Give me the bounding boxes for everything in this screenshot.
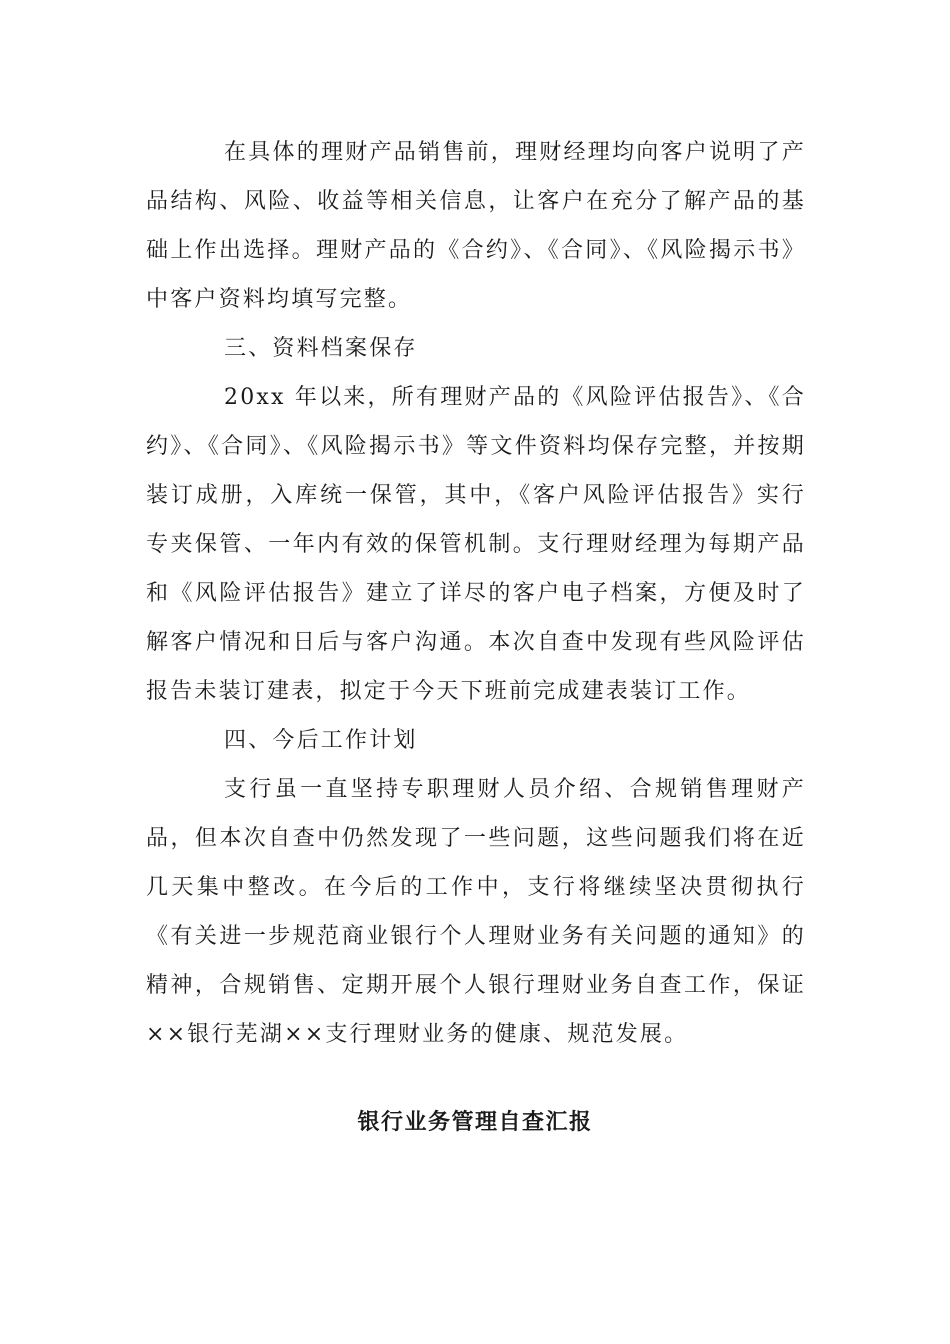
paragraph-archive: 20xx 年以来，所有理财产品的《风险评估报告》、《合约》、《合同》、《风险揭示书》等文件资料均保存完整，并按期装订成册，入库统一保管，其中，《客户风险评估报告》实行专夹保管、一年内有效的保管机制。支行理财经理为每期产品和《风险评估报告》建立了详尽的客户电子档案，方便及时了解客户情况和日后与客户沟通。本次自查中发现有些风险评估报告未装订建表，拟定于今天下班前完成建表装订工作。 bbox=[146, 385, 806, 704]
paragraph-product-disclosure: 在具体的理财产品销售前，理财经理均向客户说明了产品结构、风险、收益等相关信息，让客户在充分了解产品的基础上作出选择。理财产品的《合约》、《合同》、《风险揭示书》中客户资料均填写完整。 bbox=[146, 140, 806, 312]
section-heading-archive: 三、资料档案保存 bbox=[224, 336, 418, 361]
document-body bbox=[146, 128, 806, 1059]
document-title: 银行业务管理自查汇报 bbox=[357, 1109, 593, 1135]
paragraph-future-plan: 支行虽一直坚持专职理财人员介绍、合规销售理财产品，但本次自查中仍然发现了一些问题，这些问题我们将在近几天集中整改。在今后的工作中，支行将继续坚决贯彻执行《有关进一步规范商业银行个人理财业务有关问题的通知》的精神，合规销售、定期开展个人银行理财业务自查工作，保证××银行芜湖××支行理财业务的健康、规范发展。 bbox=[146, 777, 806, 1047]
section-heading-future-plan: 四、今后工作计划 bbox=[224, 728, 418, 753]
